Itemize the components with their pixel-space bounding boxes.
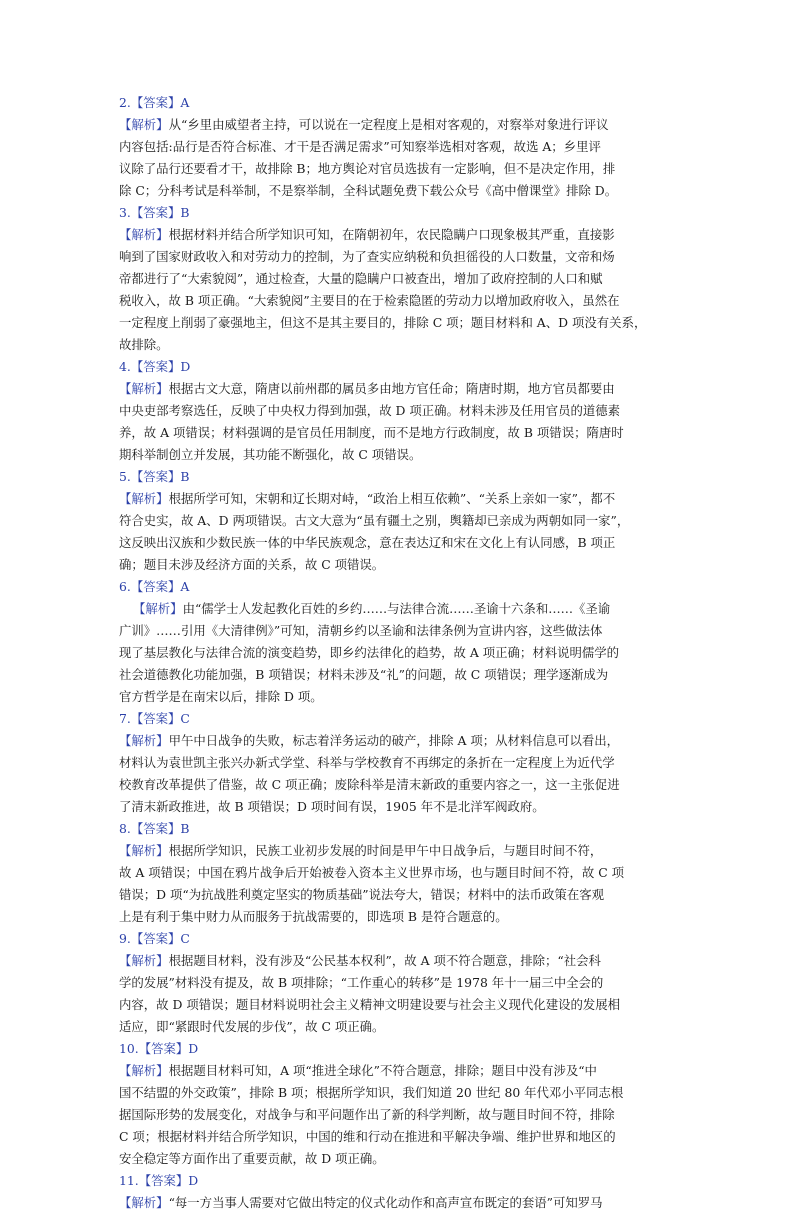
analysis-first-line (119, 950, 679, 972)
analysis-tag: 【解析】 (119, 117, 169, 132)
analysis-line (119, 400, 679, 422)
question-number: 2. (119, 95, 131, 110)
answer-tag: 【答案】 (130, 95, 181, 110)
answer-letter: C (180, 931, 190, 946)
analysis-text: 了清末新政推进，故 B 项错误；D 项时间有误，1905 年不是北洋军阀政府。 (119, 799, 545, 814)
analysis-tag: 【解析】 (119, 1063, 169, 1078)
analysis-first-line (119, 114, 679, 136)
answer-line (119, 576, 679, 598)
analysis-line (119, 290, 679, 312)
analysis-first-line (119, 1060, 679, 1082)
analysis-line (119, 422, 679, 444)
analysis-line (119, 862, 679, 884)
analysis-text: 据国际形势的发展变化，对战争与和平问题作出了新的科学判断，故与题目时间不符，排除 (119, 1107, 615, 1122)
analysis-text: 除 C；分科考试是科举制，不是察举制，全科试题免费下载公众号《高中僧课堂》排除 D。 (119, 183, 618, 198)
analysis-line (119, 246, 679, 268)
analysis-text: 适应，即“紧跟时代发展的步伐”，故 C 项正确。 (119, 1019, 385, 1034)
answer-tag: 【答案】 (130, 469, 181, 484)
analysis-text: 材料认为袁世凯主张兴办新式学堂、科举与学校教育不再绑定的条折在一定程度上为近代学 (119, 755, 615, 770)
analysis-line (119, 796, 679, 818)
analysis-text: 中央吏部考察选任，反映了中央权力得到加强，故 D 项正确。材料未涉及任用官员的道德素 (119, 403, 621, 418)
question-number: 4. (119, 359, 131, 374)
analysis-tag: 【解析】 (119, 491, 169, 506)
analysis-text: 现了基层教化与法律合流的演变趋势，即乡约法律化的趋势，故 A 项正确；材料说明儒学的 (119, 645, 620, 660)
answer-line (119, 708, 679, 730)
analysis-tag: 【解析】 (119, 843, 169, 858)
analysis-line (119, 444, 679, 466)
analysis-line (119, 664, 679, 686)
analysis-text: 安全稳定等方面作出了重要贡献，故 D 项正确。 (119, 1151, 385, 1166)
question-number: 11. (119, 1173, 139, 1188)
analysis-line (119, 158, 679, 180)
answer-line (119, 1038, 679, 1060)
question-number: 5. (119, 469, 131, 484)
analysis-line (119, 268, 679, 290)
analysis-line (119, 642, 679, 664)
answer-line (119, 202, 679, 224)
analysis-line (119, 334, 679, 356)
analysis-text: 这反映出汉族和少数民族一体的中华民族观念，意在表达辽和宋在文化上有认同感，B 项正 (119, 535, 616, 550)
analysis-line (119, 972, 679, 994)
question-number: 6. (119, 579, 131, 594)
answer-tag: 【答案】 (130, 931, 181, 946)
analysis-line (119, 532, 679, 554)
answer-tag: 【答案】 (130, 711, 181, 726)
analysis-text: 根据题目材料可知，A 项“推进全球化”不符合题意，排除；题目中没有涉及“中 (168, 1063, 597, 1078)
analysis-line (119, 906, 679, 928)
answer-letter: D (180, 359, 191, 374)
question-number: 9. (119, 931, 131, 946)
analysis-text: 根据古文大意，隋唐以前州郡的属员多由地方官任命；隋唐时期，地方官员都要由 (168, 381, 615, 396)
analysis-line (119, 686, 679, 708)
analysis-first-line (119, 488, 679, 510)
answer-letter: B (180, 469, 190, 484)
answer-line (119, 818, 679, 840)
analysis-text: 帝都进行了“大索貌阅”，通过检查，大量的隐瞒户口被查出，增加了政府控制的人口和赋 (119, 271, 603, 286)
answer-line (119, 356, 679, 378)
document-body (119, 92, 679, 1214)
question-number: 7. (119, 711, 131, 726)
answer-tag: 【答案】 (130, 579, 181, 594)
analysis-line (119, 136, 679, 158)
analysis-text: 学的发展”材料没有提及，故 B 项排除；“工作重心的转移”是 1978 年十一届三中全会的 (119, 975, 604, 990)
analysis-text: 由“儒学士人发起教化百姓的乡约……与法律合流……圣谕十六条和……《圣谕 (182, 601, 611, 616)
analysis-line (119, 554, 679, 576)
analysis-text: C 项；根据材料并结合所学知识，中国的维和行动在推进和平解决争端、维护世界和地区的 (119, 1129, 616, 1144)
analysis-text: 根据所学可知，宋朝和辽长期对峙，“政治上相互依赖”、“关系上亲如一家”，都不 (168, 491, 616, 506)
analysis-text: 确；题目未涉及经济方面的关系，故 C 项错误。 (119, 557, 385, 572)
analysis-text: 响到了国家财政收入和对劳动力的控制，为了查实应纳税和负担徭役的人口数量，文帝和炀 (119, 249, 615, 264)
analysis-line (119, 774, 679, 796)
analysis-text: 甲午中日战争的失败，标志着洋务运动的破产，排除 A 项；从材料信息可以看出， (168, 733, 620, 748)
analysis-line (119, 1126, 679, 1148)
analysis-text: 从“乡里由威望者主持，可以说在一定程度上是相对客观的，对察举对象进行评议 (168, 117, 609, 132)
analysis-first-line (119, 224, 679, 246)
analysis-text: 社会道德教化功能加强，B 项错误；材料未涉及“礼”的问题，故 C 项错误；理学逐渐成为 (119, 667, 609, 682)
analysis-tag: 【解析】 (133, 601, 183, 616)
answer-line (119, 92, 679, 114)
analysis-text: 根据所学知识，民族工业初步发展的时间是甲午中日战争后，与题目时间不符， (168, 843, 603, 858)
analysis-text: 国不结盟的外交政策”，排除 B 项；根据所学知识，我们知道 20 世纪 80 年代邓小平同志根 (119, 1085, 624, 1100)
analysis-tag: 【解析】 (119, 227, 169, 242)
analysis-line (119, 994, 679, 1016)
answer-tag: 【答案】 (138, 1173, 189, 1188)
analysis-tag: 【解析】 (119, 953, 169, 968)
analysis-text: 故 A 项错误；中国在鸦片战争后开始被卷入资本主义世界市场，也与题目时间不符，故 C 项 (119, 865, 625, 880)
analysis-text: 错误；D 项“为抗战胜利奠定坚实的物质基础”说法夸大，错误；材料中的法币政策在客观 (119, 887, 604, 902)
answer-line (119, 928, 679, 950)
analysis-text: 税收入，故 B 项正确。“大索貌阅”主要目的在于检索隐匿的劳动力以增加政府收入，虽然在 (119, 293, 620, 308)
analysis-text: 根据材料并结合所学知识可知，在隋朝初年，农民隐瞒户口现象极其严重，直接影 (168, 227, 615, 242)
analysis-text: 期科举制创立并发展，其功能不断强化，故 C 项错误。 (119, 447, 422, 462)
analysis-text: 一定程度上削弱了豪强地主，但这不是其主要目的，排除 C 项；题目材料和 A、D 项没有关系， (119, 315, 647, 330)
analysis-text: 广训》……引用《大清律例》”可知，清朝乡约以圣谕和法律条例为宣讲内容，这些做法体 (119, 623, 603, 638)
analysis-text: 校教育改革提供了借鉴，故 C 项正确；废除科举是清末新政的重要内容之一，这一主张促进 (119, 777, 620, 792)
answer-letter: D (188, 1041, 199, 1056)
answer-letter: B (180, 821, 190, 836)
analysis-tag: 【解析】 (119, 1195, 169, 1210)
analysis-text: 符合史实，故 A、D 两项错误。古文大意为“虽有疆土之别，舆籍却已亲成为两朝如同一家”， (119, 513, 630, 528)
analysis-line (119, 620, 679, 642)
analysis-text: 内容包括:品行是否符合标准、才干是否满足需求”可知察举选相对客观，故选 A；乡里评 (119, 139, 601, 154)
analysis-text: 故排除。 (119, 337, 169, 352)
analysis-text: “每一方当事人需要对它做出特定的仪式化动作和高声宣布既定的套语”可知罗马 (168, 1195, 603, 1210)
analysis-first-line (119, 840, 679, 862)
question-number: 3. (119, 205, 131, 220)
analysis-line (119, 1016, 679, 1038)
analysis-first-line (119, 378, 679, 400)
analysis-text: 内容，故 D 项错误；题目材料说明社会主义精神文明建设要与社会主义现代化建设的发展相 (119, 997, 621, 1012)
question-number: 8. (119, 821, 131, 836)
answer-line (119, 466, 679, 488)
analysis-line (119, 752, 679, 774)
analysis-line (119, 1148, 679, 1170)
analysis-line (119, 1082, 679, 1104)
answer-tag: 【答案】 (130, 821, 181, 836)
question-number: 10. (119, 1041, 139, 1056)
analysis-first-line (119, 1192, 679, 1214)
answer-tag: 【答案】 (138, 1041, 189, 1056)
analysis-text: 官方哲学是在南宋以后，排除 D 项。 (119, 689, 323, 704)
answer-letter: A (180, 579, 190, 594)
analysis-line (119, 180, 679, 202)
analysis-text: 议除了品行还要看才干，故排除 B；地方舆论对官员选拔有一定影响，但不是决定作用，排 (119, 161, 616, 176)
analysis-tag: 【解析】 (119, 733, 169, 748)
analysis-line (119, 312, 679, 334)
answer-letter: D (188, 1173, 199, 1188)
analysis-text: 养，故 A 项错误；材料强调的是官员任用制度，而不是地方行政制度，故 B 项错误；隋唐时 (119, 425, 624, 440)
analysis-text: 根据题目材料，没有涉及“公民基本权利”，故 A 项不符合题意，排除；“社会科 (168, 953, 601, 968)
answer-tag: 【答案】 (130, 359, 181, 374)
analysis-line (119, 510, 679, 532)
answer-line (119, 1170, 679, 1192)
answer-letter: C (180, 711, 190, 726)
analysis-first-line (119, 730, 679, 752)
analysis-line (119, 884, 679, 906)
answer-tag: 【答案】 (130, 205, 181, 220)
answer-letter: A (180, 95, 190, 110)
analysis-first-line (119, 598, 679, 620)
analysis-tag: 【解析】 (119, 381, 169, 396)
answer-letter: B (180, 205, 190, 220)
analysis-text: 上是有利于集中财力从而服务于抗战需要的，即选项 B 是符合题意的。 (119, 909, 508, 924)
